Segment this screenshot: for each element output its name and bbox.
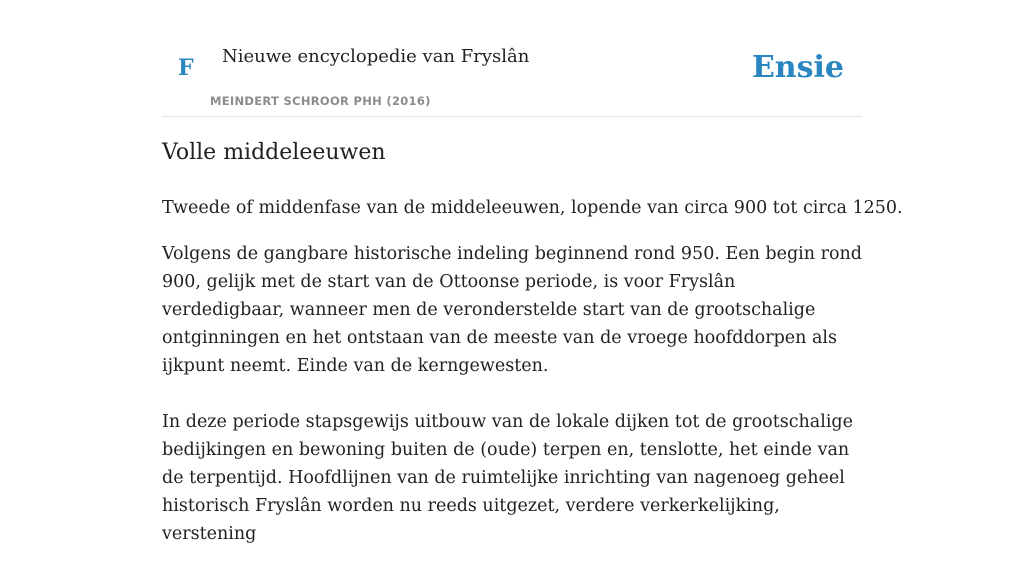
publication-title[interactable]: Nieuwe encyclopedie van Fryslân [222,46,530,67]
publication-logo[interactable]: F [178,55,194,81]
entry-paragraph: In deze periode stapsgewijs uitbouw van de lokale dijken tot de grootschalige bedijkingen en bewoning buiten de (oude) terpen en, tenslotte, het einde van de terpentijd. Hoofdlijnen van de ruimtelijke inrichting van nagenoeg geheel historisch Fryslân worden nu reeds uitgezet, verdere verkerkelijking, verstening [162,412,853,544]
entry-summary: Tweede of middenfase van de middeleeuwen, lopende van circa 900 tot circa 1250. [162,198,903,218]
entry-page [162,0,903,544]
publication-author: MEINDERT SCHROOR PHH (2016) [210,94,431,108]
entry-paragraph: Volgens de gangbare historische indeling beginnend rond 950. Een begin rond 900, gelijk met de start van de Ottoonse periode, is voor Fryslân verdedigbaar, wanneer men de veronderstelde start van de grootschalige ontginningen en het ontstaan van de meeste van de vroege hoofddorpen als ijkpunt neemt. Einde van de kerngewesten. [162,244,862,376]
entry-title: Volle middeleeuwen [162,140,386,165]
publication-header [162,0,862,117]
entry-body [162,240,862,576]
ensie-logo[interactable]: Ensie [751,50,844,85]
